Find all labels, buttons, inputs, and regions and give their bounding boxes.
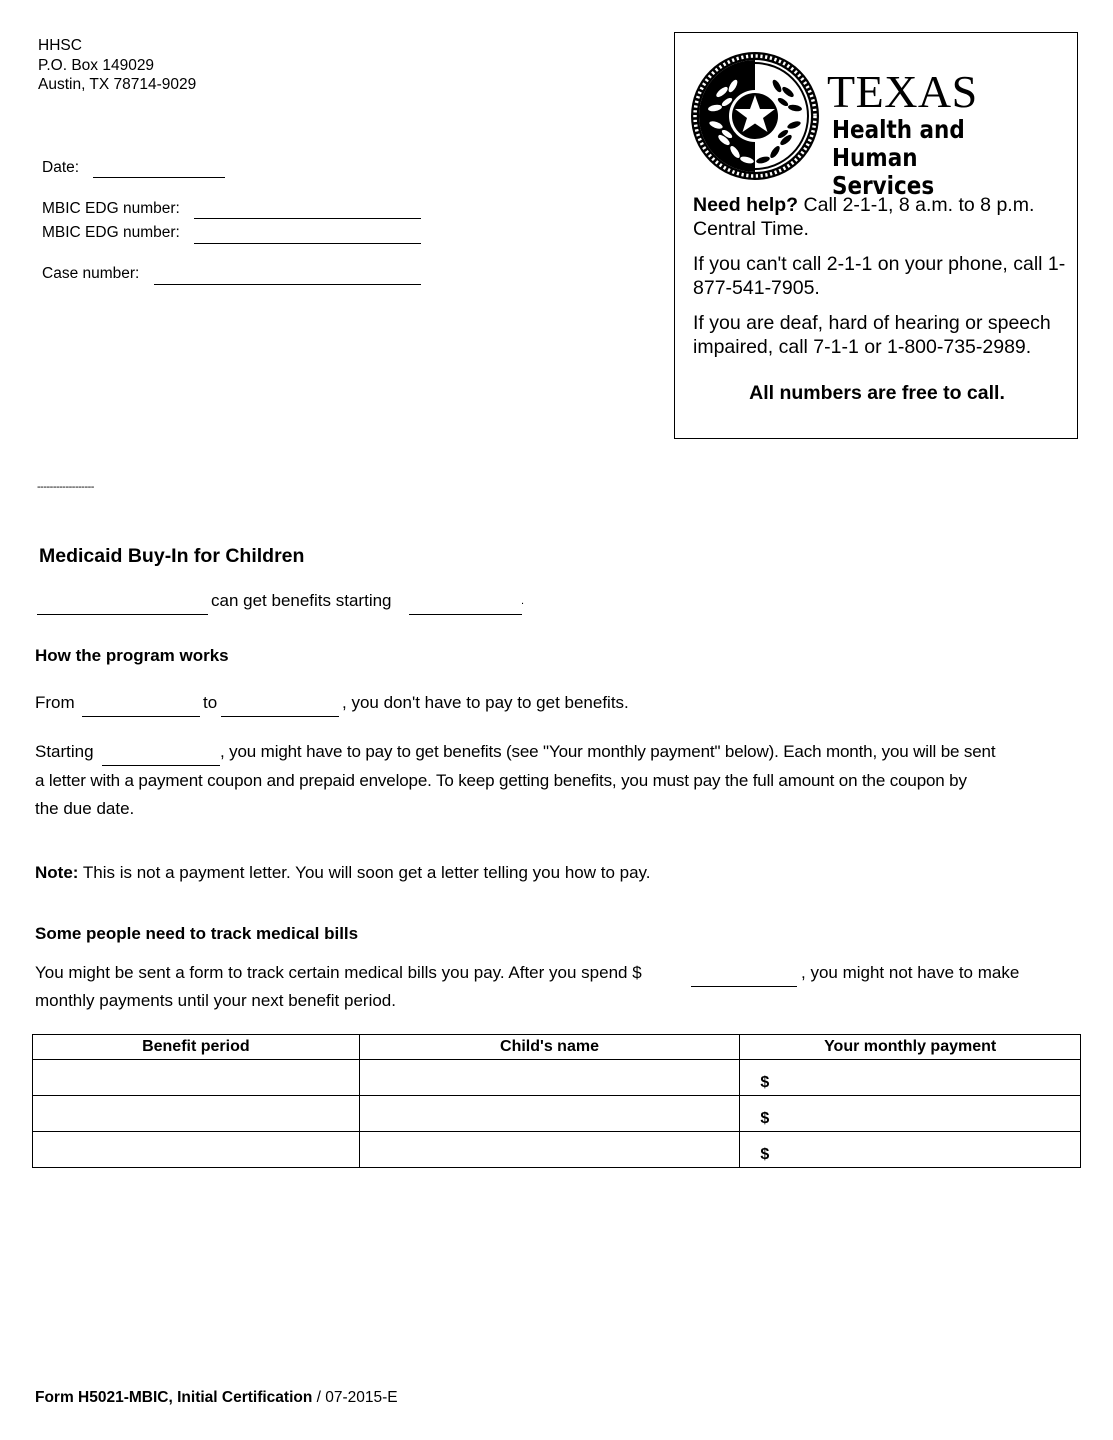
dollar-sign: $ — [760, 1110, 770, 1127]
track-line-2: monthly payments until your next benefit period. — [35, 991, 396, 1010]
deaf-text: If you are deaf, hard of hearing or speech impaired, call 7-1-1 or 1-800-735-2989. — [693, 312, 1051, 358]
monthly-payment-cell[interactable] — [740, 1096, 1081, 1132]
starting-date-blank[interactable] — [102, 765, 220, 766]
table-row — [33, 1060, 1081, 1096]
case-number-label: Case number: — [42, 265, 140, 282]
table-row — [33, 1132, 1081, 1168]
table-header-row — [33, 1035, 1081, 1060]
track-heading: Some people need to track medical bills — [35, 924, 359, 943]
logo-texas-word: TEXAS — [827, 66, 978, 117]
help-box — [674, 32, 1078, 439]
header-monthly-payment: Your monthly payment — [740, 1035, 1081, 1060]
dollar-sign: $ — [760, 1074, 770, 1091]
monthly-payment-cell[interactable] — [740, 1060, 1081, 1096]
to-label: to — [203, 693, 218, 712]
starting-line-3: the due date. — [35, 799, 135, 818]
form-number: Form H5021-MBIC, Initial Certification — [35, 1389, 313, 1406]
benefit-period-cell[interactable] — [33, 1132, 360, 1168]
sender-city: Austin, TX 78714-9029 — [38, 76, 197, 93]
separator-line: ------------------ — [37, 481, 94, 493]
logo-agency-line-1: Health and Human — [832, 115, 965, 172]
date-label: Date: — [42, 159, 80, 176]
dollar-sign: $ — [760, 1146, 770, 1163]
monthly-payment-cell[interactable] — [740, 1132, 1081, 1168]
from-date-blank[interactable] — [82, 716, 200, 717]
note-rest: This is not a payment letter. You will soon get a letter telling you how to pay. — [78, 863, 651, 882]
how-heading: How the program works — [35, 646, 229, 665]
benefits-start-period: . — [521, 595, 525, 607]
track-line-1-start: You might be sent a form to track certain medical bills you pay. After you spend $ — [35, 963, 642, 982]
header-benefit-period: Benefit period — [33, 1035, 360, 1060]
need-help-bold: Need help? — [693, 194, 799, 216]
need-help-rest: Call 2-1-1, 8 a.m. to 8 p.m. Central Time. — [693, 194, 1035, 240]
track-line-1-end: , you might not have to make — [801, 963, 1020, 982]
case-number-field[interactable] — [154, 284, 421, 285]
from-label: From — [35, 693, 75, 712]
to-date-blank[interactable] — [221, 716, 339, 717]
cant-call-text: If you can't call 2-1-1 on your phone, call 1-877-541-7905. — [693, 253, 1066, 299]
form-version: / 07-2015-E — [312, 1389, 398, 1406]
texas-seal-logo — [689, 50, 821, 182]
table-row — [33, 1096, 1081, 1132]
logo-agency-line-2: Services — [832, 171, 935, 200]
need-help-text — [693, 193, 1073, 241]
sender-po-box: P.O. Box 149029 — [38, 56, 155, 74]
benefit-period-cell[interactable] — [33, 1096, 360, 1132]
child-name-blank[interactable] — [37, 614, 208, 615]
date-field[interactable] — [93, 177, 225, 178]
edg-number-label-1: MBIC EDG number: — [42, 200, 180, 217]
header-childs-name: Child's name — [359, 1035, 740, 1060]
page-title: Medicaid Buy-In for Children — [39, 545, 305, 567]
free-numbers-text: All numbers are free to call. — [749, 382, 1005, 404]
benefits-table — [32, 1034, 1081, 1168]
childs-name-cell[interactable] — [359, 1060, 740, 1096]
no-pay-text: , you don't have to pay to get benefits. — [342, 693, 629, 712]
edg-number-label-2: MBIC EDG number: — [42, 224, 180, 241]
starting-line-2: a letter with a payment coupon and prepaid envelope. To keep getting benefits, you must pay the full amount on the coupon by — [35, 771, 967, 790]
note-text — [35, 859, 651, 887]
edg-number-field-2[interactable] — [194, 243, 421, 244]
benefits-start-text: can get benefits starting — [211, 591, 392, 610]
benefits-start-date-blank[interactable] — [409, 614, 522, 615]
starting-label: Starting — [35, 742, 94, 761]
childs-name-cell[interactable] — [359, 1132, 740, 1168]
form-footer — [35, 1389, 398, 1407]
childs-name-cell[interactable] — [359, 1096, 740, 1132]
benefit-period-cell[interactable] — [33, 1060, 360, 1096]
edg-number-field-1[interactable] — [194, 218, 421, 219]
starting-line-1: , you might have to pay to get benefits (see "Your monthly payment" below). Each month, you will be sent — [220, 742, 996, 761]
sender-address — [38, 36, 196, 95]
note-bold: Note: — [35, 863, 79, 882]
logo-agency-name — [832, 116, 1043, 200]
sender-org: HHSC — [38, 37, 82, 54]
texas-seal-icon — [689, 50, 821, 182]
spend-amount-blank[interactable] — [691, 986, 797, 987]
